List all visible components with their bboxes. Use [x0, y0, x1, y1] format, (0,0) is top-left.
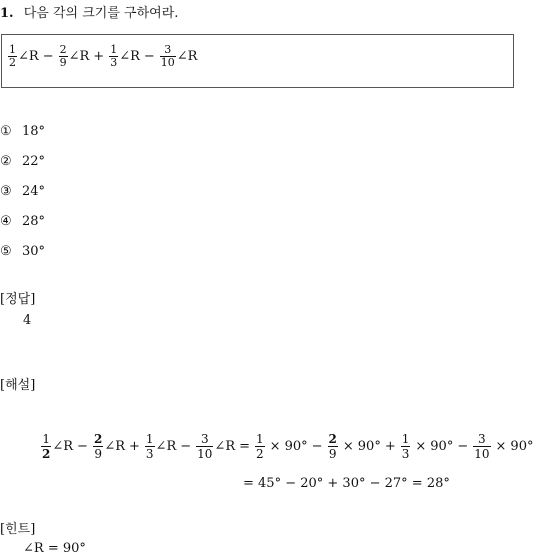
expression-box: [1, 34, 514, 88]
question-header: [0, 2, 178, 21]
choice-3[interactable]: [0, 184, 45, 199]
question-text: 다음 각의 크기를 구하여라.: [23, 6, 179, 21]
choice-4[interactable]: [0, 214, 45, 229]
choice-5[interactable]: [0, 244, 45, 259]
answer-value: 4: [23, 313, 32, 328]
angle-symbol: ∠R: [18, 49, 39, 64]
choice-value: 22°: [22, 154, 46, 169]
choice-marker: ⑤: [0, 244, 12, 259]
choice-2[interactable]: [0, 154, 45, 169]
hint-label: [힌트]: [0, 522, 36, 537]
angle-symbol: ∠R: [68, 49, 90, 64]
choice-value: 24°: [22, 184, 46, 199]
solution-line-1: $\frac{1}{2}$ ∠R − $\frac{2}{9}$ ∠R + $\frac{1}{3}$ ∠R − $\frac{3}{10}$ ∠R = $\frac{1}{2}$ × 90° − $\frac{2}{9}$ × 90° + $\frac{1}{3}$ × 90° − $\frac{3}{10}$ × 90°: [42, 432, 533, 461]
choice-marker: ④: [0, 214, 12, 229]
choice-value: 18°: [22, 124, 46, 139]
choice-marker: ③: [0, 184, 12, 199]
angle-symbol: ∠R: [176, 49, 198, 64]
solution-line-2: = 45° − 20° + 30° − 27° = 28°: [243, 476, 450, 491]
choice-1[interactable]: [0, 124, 45, 139]
answer-label: [정답]: [0, 292, 36, 307]
choice-value: 30°: [22, 244, 46, 259]
angle-symbol: ∠R: [119, 49, 140, 64]
question-number: 1.: [0, 6, 14, 21]
fraction: $\frac{1}{3}$: [110, 43, 118, 69]
fraction: $\frac{2}{9}$: [59, 43, 67, 69]
choice-marker: ②: [0, 154, 12, 169]
question-expression: $\frac{1}{2}$ ∠R − $\frac{2}{9}$ ∠R + $\frac{1}{3}$ ∠R − $\frac{3}{10}$ ∠R: [9, 43, 198, 69]
hint-text: ∠R = 90°: [23, 541, 86, 556]
choice-marker: ①: [0, 124, 12, 139]
solution-label: [해설]: [0, 378, 36, 393]
choice-value: 28°: [22, 214, 46, 229]
fraction: $\frac{1}{2}$: [9, 43, 16, 69]
fraction: $\frac{3}{10}$: [160, 43, 175, 69]
